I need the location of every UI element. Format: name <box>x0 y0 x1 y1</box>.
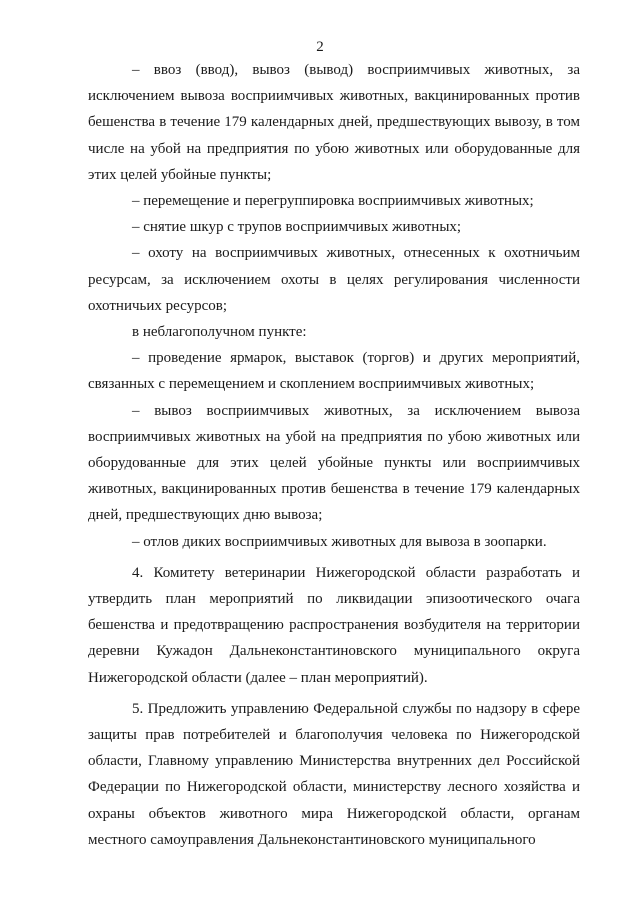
paragraph-unfavorable-point-heading: в неблагополучном пункте: <box>132 324 307 341</box>
paragraph-item-4: 4. Комитету ветеринарии Нижегородской области разработать и утвердить план мероприятий по ликвидации эпизоотического очага бешенства и предотвращению распространения возбудителя на территории деревни Кужадон Дальнеконстантиновского муниципального округа Нижегородской области (далее – план мероприятий). <box>88 564 580 686</box>
paragraph-fairs-ban: – проведение ярмарок, выставок (торгов) и других мероприятий, связанных с перемещением и скоплением восприимчивых животных; <box>88 350 580 393</box>
paragraph-import-export-ban: – ввоз (ввод), вывоз (вывод) восприимчивых животных, за исключением вывоза восприимчивых животных, вакцинированных против бешенства в течение 179 календарных дней, предшествующих вывозу, в том числе на убой на предприятия по убою животных или оборудованные для этих целей убойные пункты; <box>88 62 580 183</box>
page-number: 2 <box>316 39 324 55</box>
paragraph-movement-ban: – перемещение и перегруппировка восприимчивых животных; <box>132 193 534 210</box>
document-body <box>88 57 580 853</box>
paragraph-skinning-ban: – снятие шкур с трупов восприимчивых животных; <box>132 219 462 236</box>
paragraph-removal-ban: – вывоз восприимчивых животных, за исключением вывоза восприимчивых животных на убой на предприятия по убою животных или оборудованные для этих целей убойные пункты или восприимчивых животных, вакцинированных против бешенства в течение 179 календарных дней, предшествующих дню вывоза; <box>88 402 580 524</box>
paragraph-capture-ban: – отлов диких восприимчивых животных для вывоза в зоопарки. <box>132 533 547 550</box>
paragraph-item-5: 5. Предложить управлению Федеральной службы по надзору в сфере защиты прав потребителей и благополучия человека по Нижегородской области, Главному управлению Министерства внутренних дел Российской Федерации по Нижегородской области, министерству лесного хозяйства и охраны объектов животного мира Нижегородской области, органам местного самоуправления Дальнеконстантиновского муниципального <box>88 700 580 848</box>
paragraph-hunting-ban: – охоту на восприимчивых животных, отнесенных к охотничьим ресурсам, за исключением охоты в целях регулирования численности охотничьих ресурсов; <box>88 245 580 314</box>
